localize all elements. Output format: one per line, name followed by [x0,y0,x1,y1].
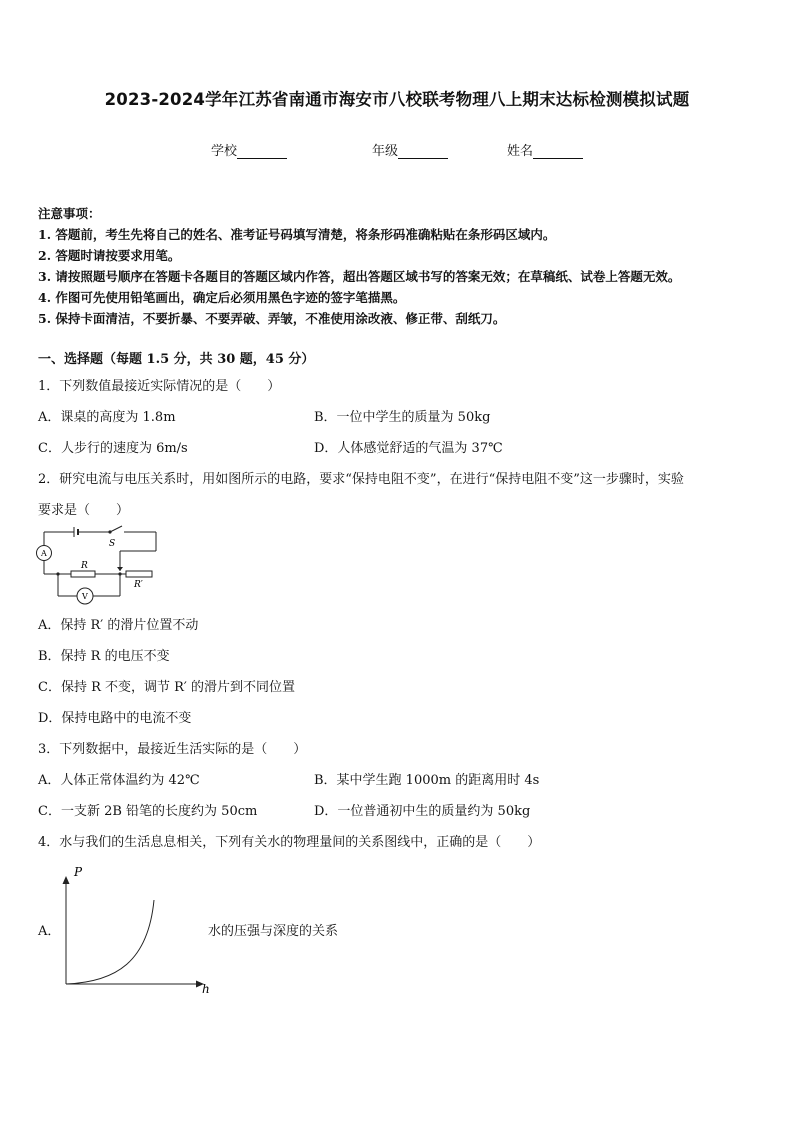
name-blank[interactable] [533,144,583,159]
switch-blade [110,526,122,532]
circuit-diagram [34,524,164,610]
q1-option-c[interactable]: C．人步行的速度为 6m/s [38,441,188,456]
y-axis-label: P [74,865,83,879]
q2-stem-line2: 要求是（ ） [38,503,130,518]
q1-option-b[interactable]: B．一位中学生的质量为 50kg [314,410,491,425]
q1-option-a[interactable]: A．课桌的高度为 1.8m [38,410,176,425]
q4-caption-a: 水的压强与深度的关系 [208,924,339,939]
rheostat [126,571,152,577]
q3-option-c[interactable]: C．一支新 2B 铅笔的长度约为 50cm [38,804,258,819]
q4-stem: 4．水与我们的生活息息相关，下列有关水的物理量间的关系图线中，正确的是（ ） [38,835,541,850]
page-title: 2023-2024学年江苏省南通市海安市八校联考物理八上期末达标检测模拟试题 [104,90,690,109]
q2-stem-line1: 2．研究电流与电压关系时，用如图所示的电路，要求“保持电阻不变”，在进行“保持电阻不变”这一步骤时，实验 [38,472,684,487]
q2-option-c[interactable]: C．保持 R 不变，调节 R′ 的滑片到不同位置 [38,680,296,695]
grade-field[interactable] [372,140,448,159]
rheostat-label: R′ [134,580,143,590]
resistor-r [71,571,95,577]
note-item: 5. 保持卡面清洁，不要折暴、不要弄破、弄皱，不准使用涂改液、修正带、刮纸刀。 [38,311,506,326]
pressure-depth-graph [56,862,216,996]
resistor-label: R [81,561,88,571]
notes-block [38,203,680,329]
q2-option-b[interactable]: B．保持 R 的电压不变 [38,649,170,664]
note-item: 4. 作图可先使用铅笔画出，确定后必须用黑色字迹的签字笔描黑。 [38,290,406,305]
q3-stem: 3．下列数据中，最接近生活实际的是（ ） [38,742,307,757]
q4-option-a[interactable]: A． [38,924,61,939]
name-label: 姓名 [507,144,534,159]
q2-option-a[interactable]: A．保持 R′ 的滑片位置不动 [38,618,199,633]
grade-label: 年级 [372,144,399,159]
q1-option-d[interactable]: D．人体感觉舒适的气温为 37℃ [314,441,503,456]
slider-arrow-icon [117,567,123,571]
grade-blank[interactable] [398,144,448,159]
section-heading: 一、选择题（每题 1.5 分，共 30 题，45 分） [38,352,315,367]
q3-option-a[interactable]: A．人体正常体温约为 42℃ [38,773,200,788]
pressure-curve [66,900,154,984]
y-axis-arrow-icon [63,876,70,884]
school-label: 学校 [211,144,238,159]
q3-option-d[interactable]: D．一位普通初中生的质量约为 50kg [314,804,531,819]
school-field[interactable] [211,140,287,159]
note-item: 1. 答题前，考生先将自己的姓名、准考证号码填写清楚，将条形码准确粘贴在条形码区域内。 [38,227,556,242]
note-item: 2. 答题时请按要求用笔。 [38,248,181,263]
q3-option-b[interactable]: B．某中学生跑 1000m 的距离用时 4s [314,773,540,788]
student-info-row [0,140,794,160]
x-axis-label: h [202,982,210,996]
ammeter-label: A [41,549,47,558]
q2-option-d[interactable]: D．保持电路中的电流不变 [38,711,192,726]
note-item: 3. 请按照题号顺序在答题卡各题目的答题区域内作答，超出答题区域书写的答案无效；在草稿纸、试卷上答题无效。 [38,269,681,284]
name-field[interactable] [507,140,583,159]
switch-label: S [109,539,116,549]
voltmeter-label: V [82,592,88,601]
notes-heading: 注意事项： [38,206,101,221]
school-blank[interactable] [237,144,287,159]
q1-stem: 1．下列数值最接近实际情况的是（ ） [38,379,281,394]
